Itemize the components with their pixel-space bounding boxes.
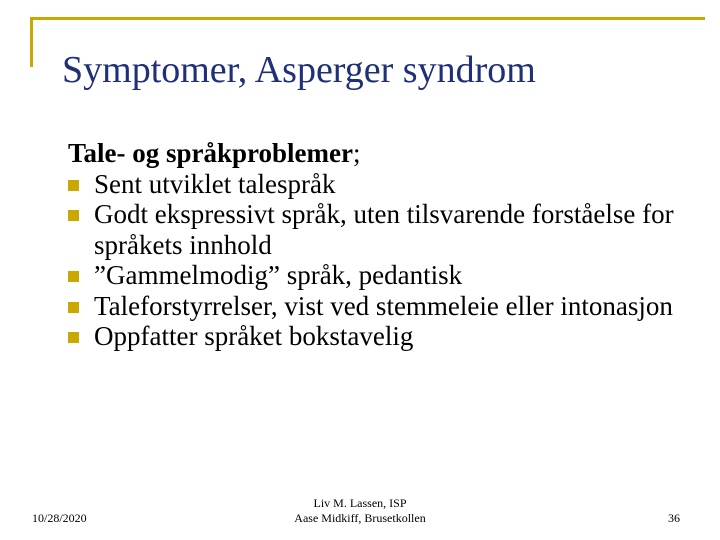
bullet-list: [68, 169, 688, 352]
square-bullet-icon: [68, 302, 79, 313]
slide-body: [68, 138, 688, 352]
lead-line: [68, 138, 688, 169]
frame-left-rule: [30, 17, 33, 67]
footer-page-number: 36: [668, 511, 680, 525]
bullet-item: [68, 199, 688, 260]
footer-author-line: Liv M. Lassen, ISP: [313, 496, 407, 510]
square-bullet-icon: [68, 271, 79, 282]
bullet-text: Godt ekspressivt språk, uten tilsvarende forståelse for språkets innhold: [94, 199, 674, 260]
square-bullet-icon: [68, 210, 79, 221]
bullet-text: Sent utviklet talespråk: [94, 168, 336, 199]
bullet-text: Oppfatter språket bokstavelig: [94, 321, 414, 351]
lead-heading: Tale- og språkproblemer: [68, 138, 354, 168]
slide-title: Symptomer, Asperger syndrom: [62, 49, 536, 91]
square-bullet-icon: [68, 332, 79, 343]
frame-top-rule: [30, 17, 705, 20]
bullet-item: [68, 260, 688, 291]
bullet-item: [68, 291, 688, 322]
lead-punctuation: ;: [353, 138, 361, 168]
footer-date: 10/28/2020: [32, 511, 87, 525]
footer-author-line: Aase Midkiff, Brusetkollen: [294, 511, 426, 525]
bullet-text: Taleforstyrrelser, vist ved stemmeleie eller intonasjon: [94, 290, 673, 321]
footer-author: [240, 496, 480, 526]
bullet-item: [68, 169, 688, 200]
square-bullet-icon: [68, 180, 79, 191]
bullet-text: ”Gammelmodig” språk, pedantisk: [94, 260, 463, 290]
bullet-item: [68, 321, 688, 352]
